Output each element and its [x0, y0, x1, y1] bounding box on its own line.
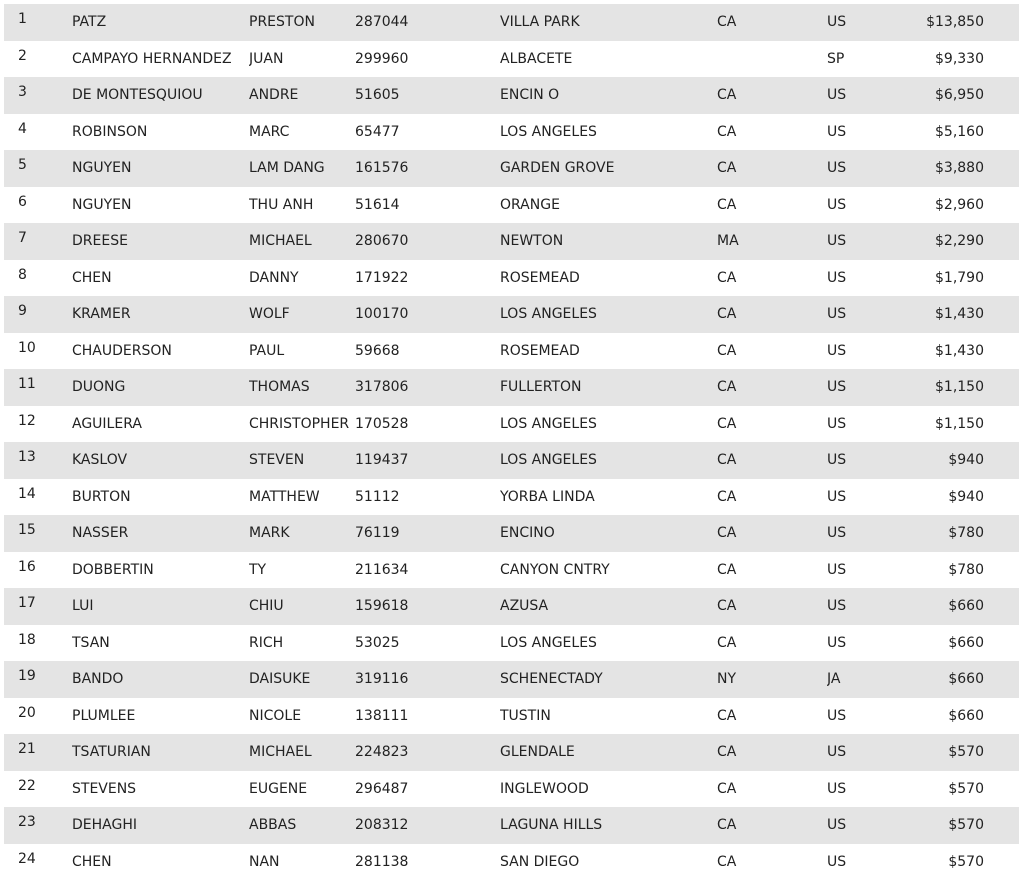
last-name-cell: DREESE — [72, 233, 128, 249]
state-cell: CA — [717, 707, 737, 724]
amount-cell: $1,150 — [935, 379, 984, 395]
last-name-cell: DUONG — [72, 379, 126, 395]
city-cell: SCHENECTADY — [500, 671, 603, 687]
first-name-cell: STEVEN — [249, 452, 305, 468]
player-id-cell: 100170 — [355, 306, 409, 322]
city-cell: ALBACETE — [500, 50, 573, 67]
table-row — [4, 552, 1019, 589]
first-name-cell: ABBAS — [249, 817, 297, 833]
country-cell: US — [827, 233, 847, 249]
rank-cell: 15 — [18, 522, 36, 538]
state-cell: CA — [717, 780, 737, 797]
city-cell: SAN DIEGO — [500, 853, 580, 870]
amount-cell: $570 — [948, 853, 984, 870]
last-name-cell: BURTON — [72, 488, 131, 505]
player-id-cell: 119437 — [355, 452, 409, 468]
first-name-cell: EUGENE — [249, 780, 308, 797]
player-id-cell: 65477 — [355, 123, 400, 140]
country-cell: US — [827, 707, 847, 724]
last-name-cell: LUI — [72, 598, 94, 614]
country-cell: US — [827, 87, 847, 103]
table-row — [4, 515, 1019, 552]
city-cell: LAGUNA HILLS — [500, 817, 603, 833]
amount-cell: $660 — [948, 707, 984, 724]
table-row — [4, 150, 1019, 187]
country-cell: US — [827, 196, 847, 213]
country-cell: US — [827, 817, 847, 833]
player-id-cell: 224823 — [355, 744, 409, 760]
city-cell: LOS ANGELES — [500, 123, 597, 140]
amount-cell: $1,430 — [935, 306, 984, 322]
first-name-cell: DAISUKE — [249, 671, 311, 687]
state-cell — [717, 41, 777, 78]
first-name-cell: THU ANH — [249, 196, 314, 213]
player-id-cell: 138111 — [355, 707, 409, 724]
table-row — [4, 588, 1019, 625]
table-row — [4, 479, 1019, 516]
rank-cell: 8 — [18, 266, 27, 283]
player-id-cell: 161576 — [355, 160, 409, 176]
rank-cell: 17 — [18, 595, 36, 611]
first-name-cell: MICHAEL — [249, 233, 312, 249]
state-cell: CA — [717, 634, 737, 651]
results-table — [4, 4, 1019, 880]
last-name-cell: KRAMER — [72, 306, 131, 322]
state-cell: CA — [717, 488, 737, 505]
first-name-cell: PRESTON — [249, 14, 315, 30]
city-cell: YORBA LINDA — [500, 488, 595, 505]
city-cell: ENCINO — [500, 525, 555, 541]
table-row — [4, 771, 1019, 808]
player-id-cell: 281138 — [355, 853, 409, 870]
state-cell: CA — [717, 853, 737, 870]
last-name-cell: STEVENS — [72, 780, 137, 797]
state-cell: CA — [717, 14, 737, 30]
state-cell: CA — [717, 561, 737, 578]
first-name-cell: TY — [249, 561, 267, 578]
state-cell: CA — [717, 598, 737, 614]
player-id-cell: 51112 — [355, 488, 400, 505]
state-cell: CA — [717, 87, 737, 103]
rank-cell: 23 — [18, 814, 36, 830]
player-id-cell: 296487 — [355, 780, 409, 797]
first-name-cell: MICHAEL — [249, 744, 312, 760]
table-row — [4, 734, 1019, 771]
amount-cell: $780 — [948, 561, 984, 578]
player-id-cell: 51605 — [355, 87, 400, 103]
rank-cell: 5 — [18, 157, 27, 173]
country-cell: US — [827, 561, 847, 578]
country-cell: US — [827, 853, 847, 870]
country-cell: US — [827, 634, 847, 651]
last-name-cell: CHEN — [72, 853, 112, 870]
rank-cell: 3 — [18, 84, 27, 100]
rank-cell: 10 — [18, 339, 36, 356]
country-cell: US — [827, 379, 847, 395]
last-name-cell: CAMPAYO HERNANDEZ — [72, 50, 232, 67]
last-name-cell: BANDO — [72, 671, 124, 687]
player-id-cell: 317806 — [355, 379, 409, 395]
city-cell: INGLEWOOD — [500, 780, 589, 797]
player-id-cell: 51614 — [355, 196, 400, 213]
amount-cell: $6,950 — [935, 87, 984, 103]
rank-cell: 20 — [18, 704, 36, 721]
first-name-cell: PAUL — [249, 342, 285, 359]
city-cell: GARDEN GROVE — [500, 160, 615, 176]
last-name-cell: NGUYEN — [72, 196, 132, 213]
amount-cell: $1,790 — [935, 269, 984, 286]
table-row — [4, 698, 1019, 735]
last-name-cell: DOBBERTIN — [72, 561, 154, 578]
city-cell: LOS ANGELES — [500, 306, 597, 322]
rank-cell: 13 — [18, 449, 36, 465]
city-cell: VILLA PARK — [500, 14, 580, 30]
city-cell: ORANGE — [500, 196, 560, 213]
last-name-cell: DEHAGHI — [72, 817, 137, 833]
city-cell: GLENDALE — [500, 744, 575, 760]
state-cell: CA — [717, 269, 737, 286]
amount-cell: $9,330 — [935, 50, 984, 67]
rank-cell: 6 — [18, 193, 27, 210]
table-row — [4, 844, 1019, 880]
player-id-cell: 211634 — [355, 561, 409, 578]
rank-cell: 24 — [18, 850, 36, 867]
city-cell: ROSEMEAD — [500, 269, 580, 286]
table-row — [4, 41, 1019, 78]
state-cell: CA — [717, 196, 737, 213]
first-name-cell: THOMAS — [249, 379, 310, 395]
first-name-cell: MARK — [249, 525, 290, 541]
city-cell: ROSEMEAD — [500, 342, 580, 359]
state-cell: CA — [717, 452, 737, 468]
state-cell: CA — [717, 525, 737, 541]
player-id-cell: 76119 — [355, 525, 400, 541]
first-name-cell: DANNY — [249, 269, 299, 286]
table-row — [4, 406, 1019, 443]
table-row — [4, 333, 1019, 370]
player-id-cell: 280670 — [355, 233, 409, 249]
first-name-cell: NICOLE — [249, 707, 302, 724]
city-cell: NEWTON — [500, 233, 564, 249]
amount-cell: $5,160 — [935, 123, 984, 140]
table-row — [4, 260, 1019, 297]
amount-cell: $660 — [948, 634, 984, 651]
city-cell: CANYON CNTRY — [500, 561, 610, 578]
state-cell: CA — [717, 744, 737, 760]
first-name-cell: JUAN — [249, 50, 284, 67]
rank-cell: 11 — [18, 376, 36, 392]
rank-cell: 19 — [18, 668, 36, 684]
table-row — [4, 369, 1019, 406]
amount-cell: $660 — [948, 671, 984, 687]
first-name-cell: LAM DANG — [249, 160, 325, 176]
first-name-cell: RICH — [249, 634, 284, 651]
amount-cell: $570 — [948, 817, 984, 833]
country-cell: SP — [827, 50, 845, 67]
first-name-cell: WOLF — [249, 306, 290, 322]
player-id-cell: 299960 — [355, 50, 409, 67]
city-cell: AZUSA — [500, 598, 549, 614]
first-name-cell: CHRISTOPHER — [249, 415, 350, 432]
table-row — [4, 625, 1019, 662]
country-cell: US — [827, 525, 847, 541]
country-cell: US — [827, 415, 847, 432]
amount-cell: $2,960 — [935, 196, 984, 213]
country-cell: JA — [827, 671, 841, 687]
last-name-cell: TSAN — [72, 634, 110, 651]
state-cell: CA — [717, 123, 737, 140]
table-row — [4, 807, 1019, 844]
state-cell: CA — [717, 160, 737, 176]
amount-cell: $570 — [948, 744, 984, 760]
country-cell: US — [827, 342, 847, 359]
last-name-cell: KASLOV — [72, 452, 128, 468]
state-cell: CA — [717, 415, 737, 432]
amount-cell: $2,290 — [935, 233, 984, 249]
rank-cell: 2 — [18, 47, 27, 64]
player-id-cell: 319116 — [355, 671, 409, 687]
table-row — [4, 661, 1019, 698]
amount-cell: $570 — [948, 780, 984, 797]
first-name-cell: NAN — [249, 853, 280, 870]
table-row — [4, 77, 1019, 114]
rank-cell: 7 — [18, 230, 27, 246]
amount-cell: $940 — [948, 488, 984, 505]
country-cell: US — [827, 488, 847, 505]
player-id-cell: 159618 — [355, 598, 409, 614]
player-id-cell: 287044 — [355, 14, 409, 30]
amount-cell: $1,150 — [935, 415, 984, 432]
state-cell: CA — [717, 817, 737, 833]
rank-cell: 12 — [18, 412, 36, 429]
player-id-cell: 59668 — [355, 342, 400, 359]
table-row — [4, 4, 1019, 41]
city-cell: LOS ANGELES — [500, 634, 597, 651]
state-cell: MA — [717, 233, 739, 249]
city-cell: LOS ANGELES — [500, 415, 597, 432]
table-row — [4, 114, 1019, 151]
amount-cell: $13,850 — [926, 14, 984, 30]
city-cell: ENCIN O — [500, 87, 560, 103]
amount-cell: $660 — [948, 598, 984, 614]
rank-cell: 16 — [18, 558, 36, 575]
last-name-cell: NASSER — [72, 525, 129, 541]
player-id-cell: 208312 — [355, 817, 409, 833]
state-cell: NY — [717, 671, 737, 687]
country-cell: US — [827, 306, 847, 322]
amount-cell: $780 — [948, 525, 984, 541]
amount-cell: $1,430 — [935, 342, 984, 359]
last-name-cell: TSATURIAN — [72, 744, 151, 760]
player-id-cell: 53025 — [355, 634, 400, 651]
country-cell: US — [827, 780, 847, 797]
first-name-cell: ANDRE — [249, 87, 299, 103]
rank-cell: 14 — [18, 485, 36, 502]
last-name-cell: CHAUDERSON — [72, 342, 172, 359]
rank-cell: 22 — [18, 777, 36, 794]
rank-cell: 1 — [18, 11, 27, 27]
state-cell: CA — [717, 342, 737, 359]
last-name-cell: DE MONTESQUIOU — [72, 87, 203, 103]
rank-cell: 4 — [18, 120, 27, 137]
amount-cell: $940 — [948, 452, 984, 468]
country-cell: US — [827, 598, 847, 614]
rank-cell: 21 — [18, 741, 36, 757]
city-cell: FULLERTON — [500, 379, 582, 395]
rank-cell: 18 — [18, 631, 36, 648]
table-row — [4, 442, 1019, 479]
last-name-cell: AGUILERA — [72, 415, 142, 432]
last-name-cell: CHEN — [72, 269, 112, 286]
state-cell: CA — [717, 306, 737, 322]
table-row — [4, 296, 1019, 333]
country-cell: US — [827, 269, 847, 286]
state-cell: CA — [717, 379, 737, 395]
country-cell: US — [827, 14, 847, 30]
country-cell: US — [827, 160, 847, 176]
player-id-cell: 171922 — [355, 269, 409, 286]
last-name-cell: ROBINSON — [72, 123, 148, 140]
first-name-cell: MATTHEW — [249, 488, 320, 505]
table-row — [4, 187, 1019, 224]
city-cell: LOS ANGELES — [500, 452, 597, 468]
last-name-cell: NGUYEN — [72, 160, 132, 176]
player-id-cell: 170528 — [355, 415, 409, 432]
last-name-cell: PLUMLEE — [72, 707, 136, 724]
country-cell: US — [827, 452, 847, 468]
country-cell: US — [827, 744, 847, 760]
table-row — [4, 223, 1019, 260]
country-cell: US — [827, 123, 847, 140]
amount-cell: $3,880 — [935, 160, 984, 176]
city-cell: TUSTIN — [500, 707, 551, 724]
rank-cell: 9 — [18, 303, 27, 319]
first-name-cell: CHIU — [249, 598, 284, 614]
first-name-cell: MARC — [249, 123, 290, 140]
last-name-cell: PATZ — [72, 14, 107, 30]
